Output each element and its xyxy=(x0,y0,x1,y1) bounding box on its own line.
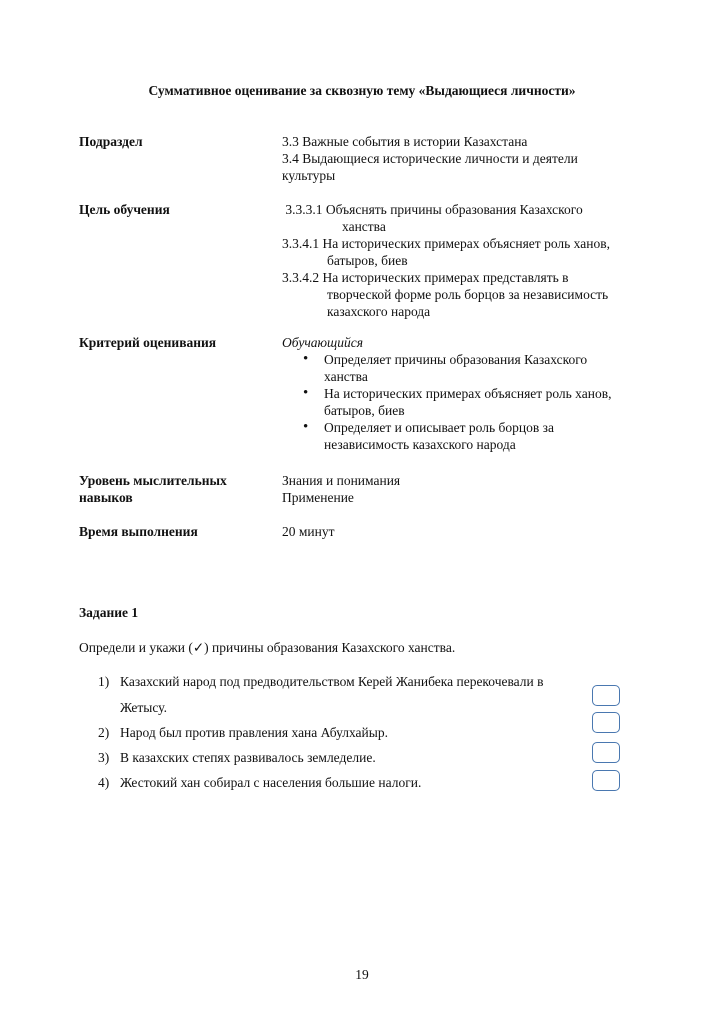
goal-item-cont: ханства xyxy=(342,219,386,234)
task-item-text: Жестокий хан собирал с населения большие налоги. xyxy=(120,775,422,790)
skills-label xyxy=(79,472,227,506)
task-item-text: В казахских степях развивалось земледелие. xyxy=(120,750,376,765)
goal-item: 3.3.4.1 На исторических примерах объясняет роль ханов, xyxy=(282,236,610,251)
task-title: Задание 1 xyxy=(79,605,139,620)
subsection-label: Подраздел xyxy=(79,134,143,149)
goal-item-cont: творческой форме роль борцов за независимость xyxy=(327,287,609,302)
skills-label-line: Уровень мыслительных xyxy=(79,473,227,488)
criteria-intro: Обучающийся xyxy=(282,335,364,350)
subsection-line: 3.3 Важные события в истории Казахстана xyxy=(282,134,528,149)
answer-checkbox-1[interactable] xyxy=(592,685,620,706)
task-instruction: Определи и укажи (✓) причины образования Казахского ханства. xyxy=(79,640,456,655)
skills-value xyxy=(282,472,400,506)
task-item xyxy=(98,749,376,766)
time-label: Время выполнения xyxy=(79,524,198,539)
goal-item-cont: батыров, биев xyxy=(327,253,408,268)
answer-checkbox-4[interactable] xyxy=(592,770,620,791)
criteria-list xyxy=(282,351,611,453)
criteria-line: • Определяет причины образования Казахского xyxy=(324,352,588,367)
task-item xyxy=(98,724,388,741)
task-item-text: Казахский народ под предводительством Керей Жанибека перекочевали в xyxy=(120,674,544,689)
subsection-value xyxy=(282,133,578,184)
task-item xyxy=(98,774,421,791)
task-item-text: Жетысу. xyxy=(120,700,167,715)
answer-checkbox-3[interactable] xyxy=(592,742,620,763)
subsection-line: 3.4 Выдающиеся исторические личности и деятели xyxy=(282,151,578,166)
goal-item: 3.3.3.1 Объяснять причины образования Казахского xyxy=(282,202,583,217)
goal-item: 3.3.4.2 На исторических примерах представлять в xyxy=(282,270,569,285)
task-item xyxy=(98,673,544,716)
page-number: 19 xyxy=(355,967,369,982)
criteria-line: ханства xyxy=(324,369,368,384)
criteria-line: батыров, биев xyxy=(324,403,405,418)
task-item-number: 3) xyxy=(98,750,110,765)
skills-line: Знания и понимания xyxy=(282,473,401,488)
criteria-line: • Определяет и описывает роль борцов за xyxy=(324,420,554,435)
time-value: 20 минут xyxy=(282,524,335,539)
goal-label: Цель обучения xyxy=(79,202,170,217)
goal-item-cont: казахского народа xyxy=(327,304,431,319)
task-item-number: 4) xyxy=(98,775,110,790)
task-item-text: Народ был против правления хана Абулхайыр. xyxy=(120,725,388,740)
answer-checkbox-2[interactable] xyxy=(592,712,620,733)
criteria-item xyxy=(282,419,611,453)
goal-value xyxy=(282,201,610,320)
task-item-number: 1) xyxy=(98,674,110,689)
criteria-line: независимость казахского народа xyxy=(324,437,516,452)
criteria-label: Критерий оценивания xyxy=(79,335,217,350)
criteria-line: • На исторических примерах объясняет роль ханов, xyxy=(324,386,612,401)
task-item-number: 2) xyxy=(98,725,110,740)
criteria-item xyxy=(282,351,611,385)
subsection-line: культуры xyxy=(282,168,336,183)
page-title: Суммативное оценивание за сквозную тему «Выдающиеся личности» xyxy=(148,83,576,98)
skills-line: Применение xyxy=(282,490,354,505)
skills-label-line: навыков xyxy=(79,490,133,505)
criteria-item xyxy=(282,385,611,419)
criteria-value xyxy=(282,334,611,453)
